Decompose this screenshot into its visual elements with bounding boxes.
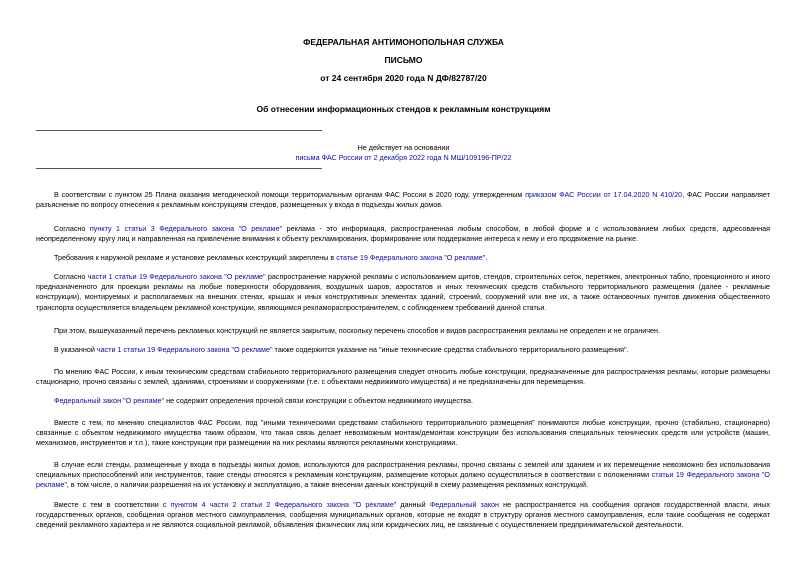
paragraph-11	[36, 500, 770, 531]
law-reference-link[interactable]: приказом ФАС России от 17.04.2020 N 410/20	[525, 190, 683, 199]
document-subject: Об отнесении информационных стендов к рекламным конструкциям	[256, 104, 551, 114]
paragraph-text: Вместе с тем в соответствии с	[54, 500, 171, 509]
law-reference-link[interactable]: статьи 19 Федерального закона "О рекламе"	[36, 470, 770, 490]
agency-title: ФЕДЕРАЛЬНАЯ АНТИМОНОПОЛЬНАЯ СЛУЖБА	[303, 37, 504, 47]
paragraph-text: Вместе с тем, по мнению специалистов ФАС России, под "иными техническими средствами стабильного территориального размещения" понимаются любые конструкции, прочно (стабильно, стационарно) связанные с объектом недвижимого имущества таким образом, что такая связь делает невозможным монтаж/демонтаж конструкции без использования специальных технических средств или устройств (машин, механизмов, инструментов и т.п.), такие конструкции при размещении на них рекламы являются рекламными конструкциями.	[36, 418, 770, 448]
paragraph-1	[36, 190, 770, 210]
law-reference-link[interactable]: статье 19 Федерального закона "О рекламе"	[336, 253, 486, 262]
law-reference-link[interactable]: части 1 статьи 19 Федерального закона "О рекламе"	[96, 345, 273, 354]
paragraph-text: , в том числе, о наличии разрешения на их установку и эксплуатацию, а также внесении данных конструкций в схему размещения рекламных конструкций.	[66, 480, 588, 490]
paragraph-text: , ФАС России направляет разъяснение по вопросу отнесения к рекламным конструкциям стендов, размещенных у входа в подъезды жилых домов.	[36, 190, 770, 210]
paragraph-text: При этом, вышеуказанный перечень рекламных конструкций не является закрытым, поскольку перечень способов и видов распространения рекламы не определен и не ограничен.	[54, 326, 660, 335]
paragraph-10	[36, 460, 770, 491]
divider-bottom	[36, 168, 322, 169]
paragraph-9	[36, 418, 770, 449]
paragraph-text: данный	[396, 500, 430, 509]
divider-top	[36, 130, 322, 131]
paragraph-4	[36, 272, 770, 313]
paragraph-6	[36, 345, 770, 355]
paragraph-text: В указанной	[54, 345, 97, 354]
paragraph-text: также содержится указание на "иные технические средства стабильного территориального размещения".	[272, 345, 629, 354]
law-reference-link[interactable]: пункту 1 статьи 3 Федерального закона "О рекламе"	[89, 224, 283, 233]
paragraph-text: не содержит определения прочной связи конструкции с объектом недвижимого имущества.	[164, 396, 473, 405]
paragraph-text: В случае если стенды, размещенные у входа в подъезды жилых домов, используются для распространения рекламы, прочно связаны с землей или зданием и их перемещение невозможно без использования специальных приспособлений или инструментов, такие стенды относятся к рекламным конструкциям, размещение которых должно осуществляться в соответствии с положениями	[36, 460, 770, 480]
paragraph-text: распространение наружной рекламы с использованием щитов, стендов, строительных сеток, перетяжек, электронных табло, проекционного и иного предназначенного для проекции рекламы на любые поверхности оборудования, воздушных шаров, аэростатов и иных технических средств стабильного территориального размещения (далее - рекламные конструкции), монтируемых и располагаемых на внешних стенах, крышах и иных конструктивных элементах зданий, строений, сооружений или вне их, а также остановочных пунктов движения общественного транспорта осуществляется владельцем рекламной конструкции, являющимся рекламораспространителем, с соблюдением требований данной статьи.	[36, 272, 770, 312]
paragraph-text: .	[485, 253, 488, 262]
paragraph-3	[36, 253, 770, 263]
paragraph-text: реклама - это информация, распространенная любым способом, в любой форме и с использованием любых средств, адресованная неопределенному кругу лиц и направленная на привлечение внимания к объекту рекламирования, формирование или поддержание интереса к нему и его продвижение на рынке.	[36, 224, 770, 244]
paragraph-text: Согласно	[54, 224, 90, 233]
paragraph-text: Согласно	[54, 272, 88, 281]
paragraph-7	[36, 367, 770, 387]
status-note: Не действует на основании	[357, 143, 450, 152]
paragraph-5	[36, 326, 770, 336]
status-note-link[interactable]: письма ФАС России от 2 декабря 2022 года N МШ/109196-ПР/22	[295, 153, 512, 162]
law-reference-link[interactable]: пунктом 4 части 2 статьи 2 Федерального закона "О рекламе"	[170, 500, 397, 509]
paragraph-text: не распространяется на сообщения органов государственной власти, иных государственных органов, сообщения органов местного самоуправления, сообщения муниципальных органов, которые не входят в структуру органов местного самоуправления, если такие сообщения не содержат сведений рекламного характера и не являются социальной рекламой, объявления физических лиц или юридических лиц, не связанные с осуществлением предпринимательской деятельности.	[36, 500, 770, 530]
law-reference-link[interactable]: части 1 статьи 19 Федерального закона "О рекламе"	[87, 272, 266, 281]
document-date-number: от 24 сентября 2020 года N ДФ/82787/20	[320, 73, 487, 83]
law-reference-link[interactable]: Федеральный закон	[429, 500, 500, 509]
paragraph-8	[36, 396, 770, 406]
paragraph-text: Требования к наружной рекламе и установке рекламных конструкций закреплены в	[54, 253, 337, 262]
paragraph-text: В соответствии с пунктом 25 Плана оказания методической помощи территориальным органам ФАС России в 2020 году, утвержденным	[54, 190, 526, 199]
law-reference-link[interactable]: Федеральный закон "О рекламе"	[54, 396, 165, 405]
paragraph-2	[36, 224, 770, 244]
paragraph-text: По мнению ФАС России, к иным техническим средствам стабильного территориального размещения следует относить любые конструкции, предназначенные для распространения рекламы, которые размещены стационарно, прочно связаны с землей, зданиями, строениями и сооружениями (т.е. с объектами недвижимого имущества) и не предназначены для перемещения.	[36, 367, 770, 387]
document-type: ПИСЬМО	[384, 55, 423, 65]
